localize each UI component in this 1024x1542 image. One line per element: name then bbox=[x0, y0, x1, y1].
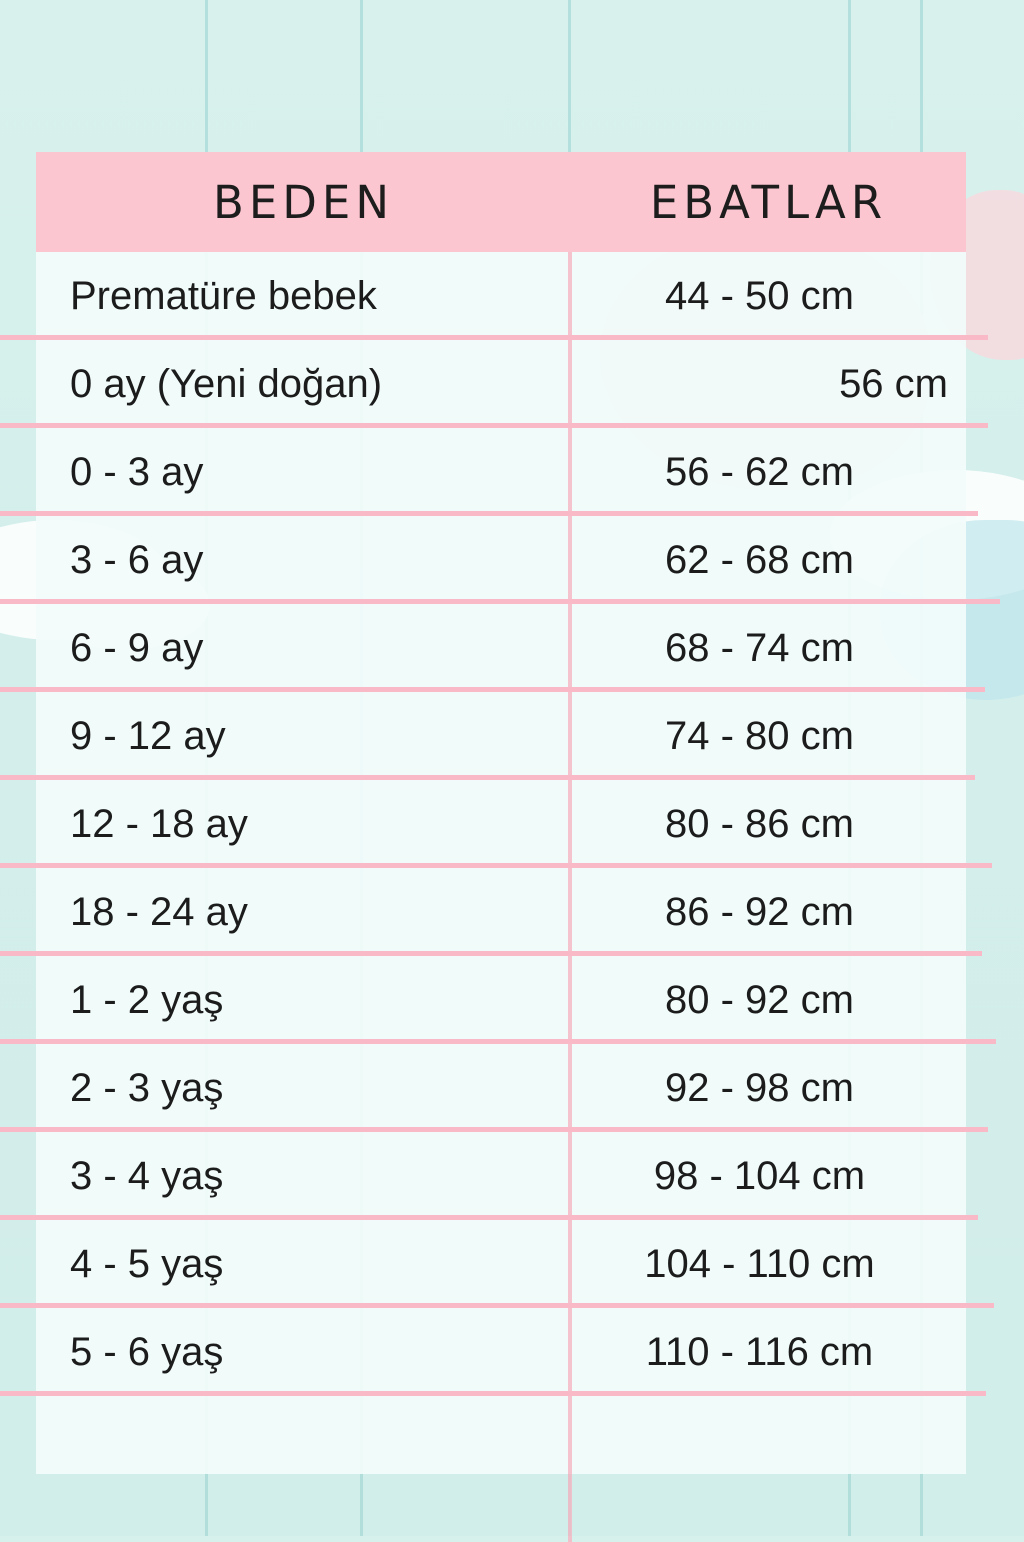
table-row bbox=[36, 252, 966, 340]
cell-size: 0 ay (Yeni doğan) bbox=[70, 361, 383, 406]
cell-size: 3 - 4 yaş bbox=[70, 1153, 224, 1198]
table-row bbox=[36, 692, 966, 780]
cell-dimension: 98 - 104 cm bbox=[653, 1153, 866, 1198]
cell-dimension: 110 - 116 cm bbox=[645, 1329, 874, 1374]
table-row bbox=[36, 1044, 966, 1132]
cell-dimension: 56 - 62 cm bbox=[665, 449, 854, 494]
cell-dimension: 56 cm bbox=[839, 361, 948, 406]
cell-dimension: 62 - 68 cm bbox=[665, 537, 854, 582]
cell-size: 4 - 5 yaş bbox=[70, 1241, 224, 1286]
table-row bbox=[36, 340, 966, 428]
table-row bbox=[36, 1220, 966, 1308]
cell-size: 3 - 6 ay bbox=[70, 537, 204, 582]
table-row bbox=[36, 516, 966, 604]
cell-size: 0 - 3 ay bbox=[70, 449, 204, 494]
table-footer-space bbox=[36, 1396, 966, 1474]
table-row bbox=[36, 604, 966, 692]
table-row bbox=[36, 780, 966, 868]
cell-dimension: 44 - 50 cm bbox=[665, 273, 854, 318]
cell-dimension: 80 - 86 cm bbox=[665, 801, 854, 846]
column-header-size: BEDEN bbox=[212, 175, 395, 229]
table-row bbox=[36, 956, 966, 1044]
cell-dimension: 74 - 80 cm bbox=[665, 713, 854, 758]
table-row bbox=[36, 428, 966, 516]
cell-size: 2 - 3 yaş bbox=[70, 1065, 224, 1110]
cell-size: 18 - 24 ay bbox=[70, 889, 248, 934]
cell-size: 1 - 2 yaş bbox=[70, 977, 224, 1022]
table-header-row bbox=[36, 152, 966, 252]
table-row bbox=[36, 868, 966, 956]
cell-size: 5 - 6 yaş bbox=[70, 1329, 224, 1374]
column-header-dimension: EBATLAR bbox=[649, 175, 888, 229]
cell-dimension: 80 - 92 cm bbox=[665, 977, 854, 1022]
cell-dimension: 92 - 98 cm bbox=[665, 1065, 854, 1110]
cell-dimension: 104 - 110 cm bbox=[644, 1241, 875, 1286]
cell-dimension: 86 - 92 cm bbox=[665, 889, 854, 934]
table-row bbox=[36, 1308, 966, 1396]
size-chart-card bbox=[36, 152, 966, 1474]
cell-size: 6 - 9 ay bbox=[70, 625, 204, 670]
cell-dimension: 68 - 74 cm bbox=[665, 625, 854, 670]
cell-size: 12 - 18 ay bbox=[70, 801, 248, 846]
cell-size: 9 - 12 ay bbox=[70, 713, 226, 758]
table-row bbox=[36, 1132, 966, 1220]
row-separator bbox=[0, 1391, 986, 1396]
cell-size: Prematüre bebek bbox=[70, 273, 377, 318]
